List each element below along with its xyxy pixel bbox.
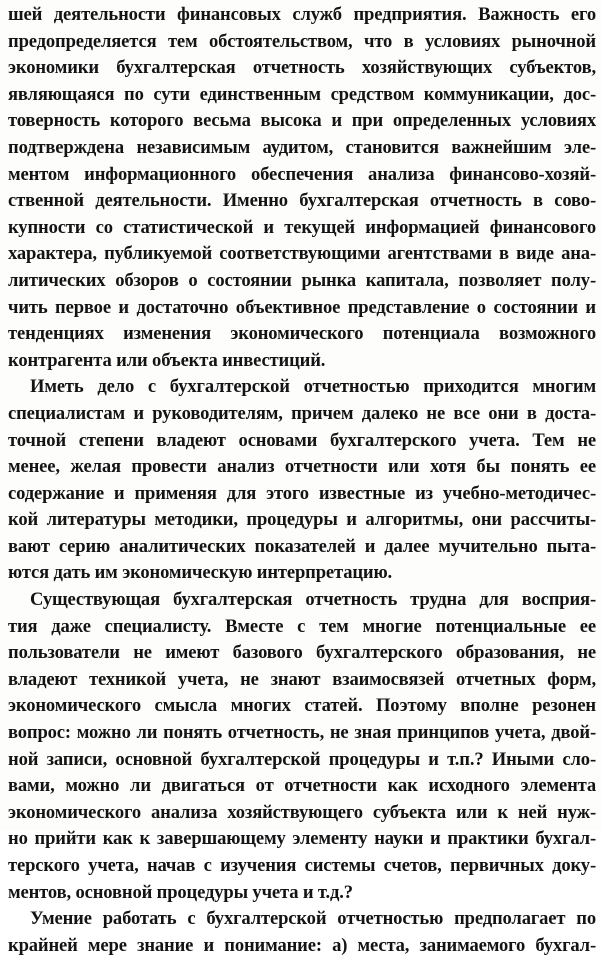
text-line: крайней мере знание и понимание: а) места, занимаемого бухгал-: [8, 934, 596, 956]
text-line: товерность которого весьма высока и при определенных условиях: [8, 110, 596, 132]
text-line: терского учета, начав с изучения системы счетов, первичных доку-: [8, 855, 596, 876]
text-line: являющаяся по сути единственным средством коммуникации, дос-: [8, 83, 596, 105]
text-line: ментом информационного обеспечения анализа финансово-хозяй-: [8, 163, 596, 185]
text-line: тия даже специалисту. Вместе с тем многие потенциальные ее: [8, 615, 596, 637]
text-line: ментов, основной процедуры учета и т.д.?: [8, 881, 353, 903]
text-line: специалистам и руководителям, причем далеко не все они в доста-: [8, 402, 596, 424]
text-line: ются дать им экономическую интерпретацию.: [8, 562, 393, 584]
text-line: ственной деятельности. Именно бухгалтерская отчетность в сово-: [8, 190, 596, 212]
text-line: владеют техникой учета, не знают взаимосвязей отчетных форм,: [8, 668, 596, 690]
text-line: менее, желая провести анализ отчетности или хотя бы понять ее: [8, 456, 596, 478]
paragraph: [8, 374, 596, 587]
text-line: характера, публикуемой соответствующими агентствами в виде ана-: [8, 243, 596, 265]
text-line: вопрос: можно ли понять отчетность, не зная принципов учета, двой-: [8, 722, 596, 744]
text-line: контрагента или объекта инвестиций.: [8, 349, 326, 371]
text-line: точной степени владеют основами бухгалтерского учета. Тем не: [8, 429, 596, 451]
paragraph: [8, 906, 596, 959]
text-line: Иметь дело с бухгалтерской отчетностью приходится многим: [30, 376, 596, 398]
text-line: вают серию аналитических показателей и далее мучительно пыта-: [8, 535, 596, 557]
text-line: пользователи не имеют базового бухгалтерского образования, не: [8, 642, 596, 664]
text-line: экономического смысла многих статей. Поэтому вполне резонен: [8, 695, 596, 717]
text-line: экономики бухгалтерская отчетность хозяйствующих субъектов,: [8, 57, 596, 79]
text-line: подтверждена независимым аудитом, становится важнейшим эле-: [8, 136, 596, 158]
paragraph: [8, 587, 596, 906]
text-line: экономического анализа хозяйствующего субъекта или к ней нуж-: [8, 801, 596, 823]
text-line: литических обзоров о состоянии рынка капитала, позволяет полу-: [8, 269, 596, 291]
paragraph: [8, 2, 596, 374]
body-text: [8, 2, 596, 959]
text-line: тенденциях изменения экономического потенциала возможного: [8, 323, 596, 345]
text-line: вами, можно ли двигаться от отчетности как исходного элемента: [8, 775, 596, 797]
text-line: содержание и применяя для этого известные из учебно-методичес-: [8, 482, 596, 504]
text-line: шей деятельности финансовых служб предприятия. Важность его: [8, 4, 596, 25]
text-line: Умение работать с бухгалтерской отчетностью предполагает по: [30, 908, 596, 930]
text-line: Существующая бухгалтерская отчетность трудна для восприя-: [30, 589, 596, 611]
text-line: ной записи, основной бухгалтерской процедуры и т.п.? Иными сло-: [8, 748, 596, 770]
text-line: но прийти как к завершающему элементу науки и практики бухгал-: [8, 828, 596, 850]
text-line: кой литературы методики, процедуры и алгоритмы, они рассчиты-: [8, 509, 596, 531]
text-line: чить первое и достаточно объективное представление о состоянии и: [8, 296, 596, 318]
text-line: купности со статистической и текущей информацией финансового: [8, 216, 596, 238]
text-line: предопределяется тем обстоятельством, что в условиях рыночной: [8, 30, 596, 52]
